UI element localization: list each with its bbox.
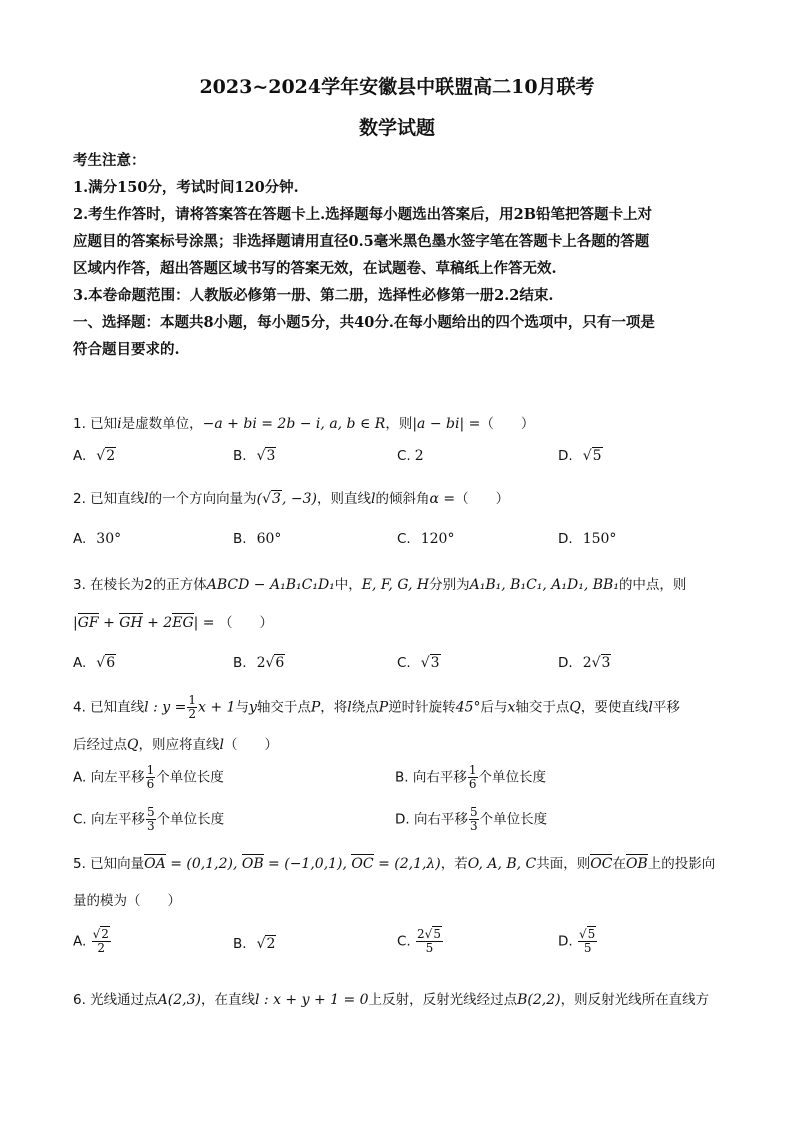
question-2-options [73, 531, 733, 557]
q5-option-c[interactable]: C. $\frac{2√5}{5}$ [397, 927, 441, 955]
q5-option-a[interactable]: A. $\frac{√2}{2}$ [73, 927, 109, 955]
question-1-options [73, 448, 733, 474]
q3-option-b[interactable]: B. 2√6 [233, 655, 285, 671]
q2-option-b[interactable]: B. 60° [233, 531, 282, 547]
instruction-1: 1.满分150分，考试时间120分钟. [73, 179, 299, 196]
q3-option-c[interactable]: C. √3 [397, 655, 440, 671]
q1-option-c[interactable]: C. 2 [397, 448, 424, 464]
question-5-options [73, 928, 733, 968]
q4-option-c[interactable]: C. 向左平移 $\frac{5}{3}$ 个单位长度 [73, 805, 225, 833]
instruction-2b: 应题目的答案标号涂黑；非选择题请用直径0.5毫米黑色墨水签字笔在答题卡上各题的答题 [73, 233, 650, 250]
question-5: 5. 已知向量OA = (0,1,2), OB = (−1,0,1), OC = (2,1,λ)，若O, A, B, C共面，则OC在OB上的投影向 [73, 856, 716, 872]
instruction-3: 3.本卷命题范围：人教版必修第一册、第二册，选择性必修第一册2.2结束. [73, 287, 554, 304]
q1-modulus: |a − bi| = [412, 416, 481, 432]
question-3-expression: |GF + GH + 2EG| = （ ） [73, 615, 273, 631]
question-1: 1. 已知i是虚数单位，−a + bi = 2b − i, a, b ∈ R，则|a − bi| =（ ） [73, 416, 535, 432]
q3-option-d[interactable]: D. 2√3 [558, 655, 611, 671]
question-4-options-row-2 [73, 806, 733, 832]
instructions [73, 147, 723, 363]
q1-option-b[interactable]: B. √3 [233, 448, 276, 464]
question-6: 6. 光线通过点A(2,3)，在直线l : x + y + 1 = 0上反射，反射光线经过点B(2,2)，则反射光线所在直线方 [73, 992, 710, 1008]
question-4-options-row-1 [73, 764, 733, 790]
q2-option-c[interactable]: C. 120° [397, 531, 455, 547]
q4-fraction: $\frac{1}{2}$ [188, 693, 196, 721]
exam-subtitle: 数学试题 [358, 117, 435, 139]
question-5-line-2: 量的模为（ ） [73, 893, 181, 909]
q5-option-d[interactable]: D. $\frac{√5}{5}$ [558, 927, 596, 955]
q2-option-a[interactable]: A. 30° [73, 531, 122, 547]
section-heading-b: 符合题目要求的. [73, 341, 180, 358]
question-3-options [73, 655, 733, 681]
question-3: 3. 在棱长为2的正方体ABCD − A₁B₁C₁D₁中，E, F, G, H分别为A₁B₁, B₁C₁, A₁D₁, BB₁的中点，则 [73, 577, 687, 593]
q1-option-d[interactable]: D. √5 [558, 448, 602, 464]
instruction-2c: 区域内作答，超出答题区域书写的答案无效，在试题卷、草稿纸上作答无效. [73, 260, 557, 277]
q1-option-a[interactable]: A. √2 [73, 448, 116, 464]
q4-option-a[interactable]: A. 向左平移 $\frac{1}{6}$ 个单位长度 [73, 763, 224, 791]
q3-option-a[interactable]: A. √6 [73, 655, 116, 671]
q2-direction-vector: (√3, −3) [256, 491, 317, 507]
q2-option-d[interactable]: D. 150° [558, 531, 617, 547]
question-4-line-2: 后经过点Q，则应将直线l（ ） [73, 737, 278, 753]
q5-option-b[interactable]: B. √2 [233, 936, 276, 952]
instruction-2a: 2.考生作答时，请将答案答在答题卡上.选择题每小题选出答案后，用2B铅笔把答题卡上对 [73, 206, 653, 223]
question-4: 4. 已知直线l : y = $\frac{1}{2}$ x + 1与y轴交于点P，将l绕点P逆时针旋转45°后与x轴交于点Q，要使直线l平移 [73, 693, 680, 721]
question-2: 2. 已知直线l的一个方向向量为(√3, −3)，则直线l的倾斜角α =（ ） [73, 491, 510, 507]
q1-equation: −a + bi = 2b − i, a, b ∈ R [202, 416, 386, 432]
q3-cube: ABCD − A₁B₁C₁D₁ [206, 577, 335, 593]
exam-title: 2023~2024学年安徽县中联盟高二10月联考 [199, 76, 595, 98]
instructions-heading: 考生注意： [73, 152, 146, 169]
q4-option-d[interactable]: D. 向右平移 $\frac{5}{3}$ 个单位长度 [395, 805, 548, 833]
section-heading-a: 一、选择题：本题共8小题，每小题5分，共40分.在每小题给出的四个选项中，只有一项是 [73, 314, 655, 331]
q4-option-b[interactable]: B. 向右平移 $\frac{1}{6}$ 个单位长度 [395, 763, 546, 791]
